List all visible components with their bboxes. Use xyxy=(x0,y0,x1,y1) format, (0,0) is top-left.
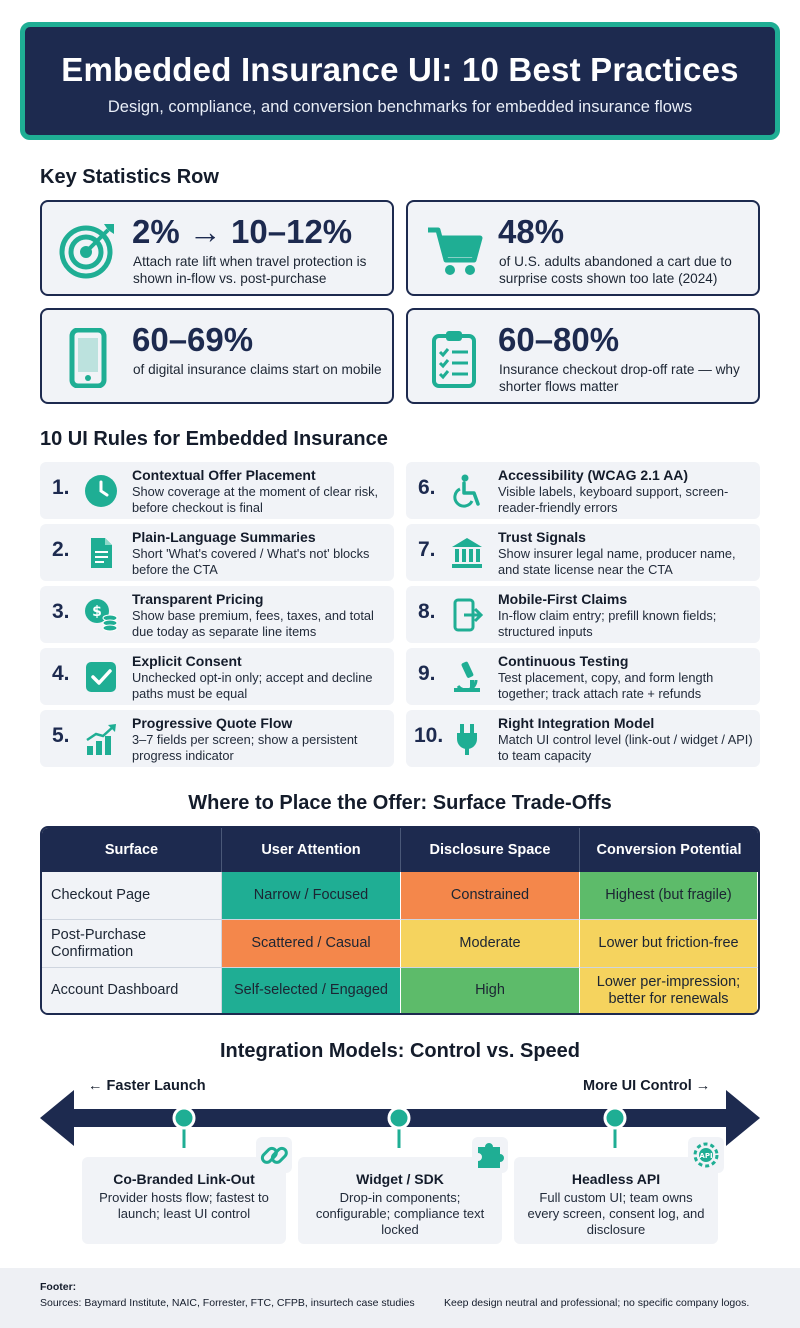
link-icon xyxy=(256,1137,292,1173)
table-cell: Scattered / Casual xyxy=(222,920,401,968)
rule-description: Show insurer legal name, producer name, and state license near the CTA xyxy=(498,546,736,577)
target-icon xyxy=(58,220,118,280)
rule-number: 10. xyxy=(414,724,444,747)
clipboard-checklist-icon xyxy=(424,328,484,388)
table-header-cell: User Attention xyxy=(222,828,401,872)
rule-item-8 xyxy=(406,586,760,643)
rule-description: Unchecked opt-in only; accept and decline paths must be equal xyxy=(132,670,373,701)
rule-item-7 xyxy=(406,524,760,581)
rule-description: Visible labels, keyboard support, screen-reader-friendly errors xyxy=(498,484,729,515)
placement-section-title: Where to Place the Offer: Surface Trade-Offs xyxy=(188,792,612,814)
stat-card-dropoff xyxy=(406,308,760,404)
rule-item-5 xyxy=(40,710,394,767)
table-cell: Moderate xyxy=(401,920,580,968)
page-title: Embedded Insurance UI: 10 Best Practices xyxy=(61,51,739,88)
rule-description: Show base premium, fees, taxes, and total due today as separate line items xyxy=(132,608,374,639)
rule-title: Trust Signals xyxy=(498,529,586,545)
table-row-label: Checkout Page xyxy=(42,872,222,920)
rule-number: 8. xyxy=(418,600,436,623)
footer-note: Keep design neutral and professional; no specific company logos. xyxy=(444,1297,750,1309)
rule-title: Accessibility (WCAG 2.1 AA) xyxy=(498,467,689,483)
stat-card-mobile-claims xyxy=(40,308,394,404)
stat-value: 2% → 10–12% xyxy=(132,213,353,250)
footer xyxy=(0,1268,800,1328)
table-header-cell: Conversion Potential xyxy=(596,842,742,858)
stats-section-title: Key Statistics Row xyxy=(40,166,219,188)
model-card-link-out xyxy=(82,1157,286,1244)
model-description: Provider hosts flow; fastest to launch; least UI control xyxy=(99,1190,269,1221)
table-cell: Lower but friction-free xyxy=(580,920,758,968)
mobile-entry-icon xyxy=(450,598,484,632)
faster-launch-label: ← Faster Launch xyxy=(88,1078,206,1094)
growth-chart-icon xyxy=(84,722,118,756)
rule-description: Test placement, copy, and form length together; track attach rate + refunds xyxy=(498,670,714,701)
stat-card-attach-rate xyxy=(40,200,394,296)
rules-section-title: 10 UI Rules for Embedded Insurance xyxy=(40,428,388,450)
rule-number: 6. xyxy=(418,476,436,499)
rule-description: Show coverage at the moment of clear risk, before checkout is final xyxy=(132,484,379,515)
model-title: Widget / SDK xyxy=(356,1171,444,1187)
model-description: Full custom UI; team owns every screen, consent log, and disclosure xyxy=(527,1190,705,1237)
rule-description: In-flow claim entry; prefill known fields; structured inputs xyxy=(498,608,717,639)
rule-title: Contextual Offer Placement xyxy=(132,467,316,483)
rule-number: 9. xyxy=(418,662,436,685)
stat-description: of digital insurance claims start on mobile xyxy=(133,362,382,377)
stat-value: 60–80% xyxy=(498,321,620,358)
accessibility-icon xyxy=(450,474,484,508)
plug-icon xyxy=(450,722,484,756)
table-header-cell: Disclosure Space xyxy=(401,828,580,872)
control-speed-arrow xyxy=(40,1088,760,1148)
stat-value: 48% xyxy=(498,213,565,250)
rule-title: Plain-Language Summaries xyxy=(132,529,316,545)
rule-title: Progressive Quote Flow xyxy=(132,715,293,731)
rule-item-6 xyxy=(406,462,760,519)
footer-label: Footer: xyxy=(40,1281,77,1293)
stat-description: of U.S. adults abandoned a cart due to surprise costs shown too late (2024) xyxy=(499,254,732,286)
table-row-label: Account Dashboard xyxy=(42,968,222,1013)
rule-item-9 xyxy=(406,648,760,705)
rule-number: 3. xyxy=(52,600,70,623)
rule-title: Continuous Testing xyxy=(498,653,629,669)
model-card-headless-api xyxy=(514,1152,718,1244)
rule-number: 7. xyxy=(418,538,436,561)
rule-number: 5. xyxy=(52,724,70,747)
institution-icon xyxy=(450,536,484,570)
checkbox-icon xyxy=(84,660,118,694)
rule-item-2 xyxy=(40,524,394,581)
microscope-icon xyxy=(450,660,484,694)
rule-description: Match UI control level (link-out / widget / API) to team capacity xyxy=(498,732,753,763)
clock-icon xyxy=(84,474,118,508)
stat-description: Attach rate lift when travel protection is shown in-flow vs. post-purchase xyxy=(133,254,367,286)
api-gear-icon xyxy=(688,1137,724,1173)
rule-item-1 xyxy=(40,462,394,519)
rule-item-4 xyxy=(40,648,394,705)
rule-title: Transparent Pricing xyxy=(132,591,264,607)
table-cell: Narrow / Focused xyxy=(222,872,401,920)
model-description: Drop-in components; configurable; compliance text locked xyxy=(315,1190,485,1237)
svg-text:$: $ xyxy=(92,604,102,620)
rule-number: 2. xyxy=(52,538,70,561)
svg-text:API: API xyxy=(699,1152,713,1160)
stat-card-cart-abandon xyxy=(406,200,760,296)
mobile-phone-icon xyxy=(58,328,118,388)
table-cell: Lower per-impression; better for renewals xyxy=(580,968,758,1013)
dollar-coins-icon xyxy=(84,598,118,632)
rule-item-3 xyxy=(40,586,394,643)
more-control-label: More UI Control → xyxy=(583,1078,711,1094)
table-cell: High xyxy=(401,968,580,1013)
rule-title: Explicit Consent xyxy=(132,653,242,669)
table-row-label: Post-Purchase Confirmation xyxy=(42,920,222,968)
header-banner xyxy=(20,22,780,140)
stat-description: Insurance checkout drop-off rate — why shorter flows matter xyxy=(499,362,740,394)
table-cell: Highest (but fragile) xyxy=(580,872,758,920)
rule-title: Right Integration Model xyxy=(498,715,655,731)
rule-description: Short 'What's covered / What's not' blocks before the CTA xyxy=(132,546,370,577)
stat-value: 60–69% xyxy=(132,321,254,358)
puzzle-piece-icon xyxy=(472,1137,508,1173)
surface-tradeoffs-table xyxy=(40,826,760,1015)
rule-description: 3–7 fields per screen; show a persistent progress indicator xyxy=(132,732,358,763)
shopping-cart-icon xyxy=(424,220,484,280)
table-cell: Constrained xyxy=(401,872,580,920)
rule-item-10 xyxy=(406,710,760,767)
model-title: Co-Branded Link-Out xyxy=(113,1171,255,1187)
page-subtitle: Design, compliance, and conversion benchmarks for embedded insurance flows xyxy=(107,98,693,116)
integration-section-title: Integration Models: Control vs. Speed xyxy=(219,1040,581,1062)
rule-number: 4. xyxy=(52,662,70,685)
rule-number: 1. xyxy=(52,476,70,499)
rule-title: Mobile-First Claims xyxy=(498,591,628,607)
footer-sources: Sources: Baymard Institute, NAIC, Forrester, FTC, CFPB, insurtech case studies xyxy=(40,1297,415,1309)
document-icon xyxy=(84,536,118,570)
table-header-cell: Surface xyxy=(42,828,222,872)
model-title: Headless API xyxy=(571,1171,661,1187)
model-card-widget-sdk xyxy=(298,1157,502,1244)
table-cell: Self-selected / Engaged xyxy=(222,968,401,1013)
table-header-row xyxy=(42,828,758,872)
